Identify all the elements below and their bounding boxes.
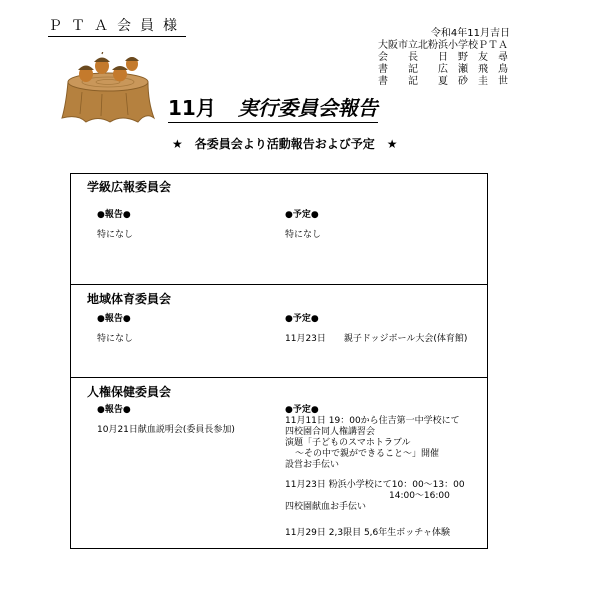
report-label: ●報告● xyxy=(97,405,131,415)
plan-column xyxy=(285,314,485,345)
committee-table xyxy=(70,173,488,549)
plan-item xyxy=(285,334,485,345)
star-icon: ★ xyxy=(386,137,398,151)
officer-line-2 xyxy=(378,64,508,76)
plan-label: ●予定● xyxy=(285,210,319,220)
plan-item: 四校園献血お手伝い xyxy=(285,502,367,512)
report-column xyxy=(97,405,277,436)
committee-row xyxy=(71,286,487,378)
report-item: 特になし xyxy=(97,334,134,344)
officer-name: 広 瀬 飛 鳥 xyxy=(438,64,508,75)
plan-item: 11月23日 粉浜小学校にて10：00～13：00 xyxy=(285,480,465,490)
section-subtitle xyxy=(160,136,410,152)
report-label: ●報告● xyxy=(97,314,131,324)
organization-name: 大阪市立北粉浜小学校ＰＴＡ xyxy=(378,40,508,51)
officer-role: 会 長 xyxy=(378,52,418,63)
report-title xyxy=(168,96,378,123)
subtitle-text: 各委員会より活動報告および予定 xyxy=(194,137,375,151)
issuer-block xyxy=(378,40,518,88)
officer-line-3 xyxy=(378,76,508,88)
report-column xyxy=(97,210,277,241)
tree-stump-with-acorns-icon xyxy=(58,52,158,127)
officer-name: 日 野 友 尋 xyxy=(438,52,508,63)
plan-item: 11月11日 19：00から住吉第一中学校にて xyxy=(285,416,460,426)
plan-text: 親子ドッジボール大会(体育館) xyxy=(343,334,468,344)
plan-column xyxy=(285,405,485,539)
officer-name: 夏 砂 圭 世 xyxy=(438,76,508,87)
committee-name: 地域体育委員会 xyxy=(87,292,172,306)
plan-item: 演題「子どものスマホトラブル xyxy=(285,438,411,448)
officer-role: 書 記 xyxy=(378,76,418,87)
report-title-text: 実行委員会報告 xyxy=(237,96,378,120)
committee-row xyxy=(71,174,487,285)
addressee: ＰＴＡ会員様 xyxy=(48,18,186,37)
report-month: 11月 xyxy=(168,96,216,120)
plan-column xyxy=(285,210,485,241)
plan-item: 設営お手伝い xyxy=(285,460,340,470)
committee-row xyxy=(71,379,487,549)
report-item: 特になし xyxy=(97,230,134,240)
officer-line-1 xyxy=(378,52,508,64)
plan-item: 14:00～16:00 xyxy=(389,491,450,501)
committee-name: 学級広報委員会 xyxy=(87,180,172,194)
plan-date: 11月23日 xyxy=(285,334,326,344)
plan-item: 四校園合同人権講習会 xyxy=(285,427,376,437)
plan-item: 特になし xyxy=(285,230,322,240)
plan-item: ～その中で親ができること～」開催 xyxy=(295,449,440,459)
plan-item: 11月29日 2,3限目 5,6年生ボッチャ体験 xyxy=(285,528,450,538)
committee-name: 人権保健委員会 xyxy=(87,385,172,399)
plan-label: ●予定● xyxy=(285,405,319,415)
issue-date: 令和4年11月吉日 xyxy=(430,28,510,39)
report-item: 10月21日献血説明会(委員長参加) xyxy=(97,425,235,435)
report-label: ●報告● xyxy=(97,210,131,220)
plan-label: ●予定● xyxy=(285,314,319,324)
officer-role: 書 記 xyxy=(378,64,418,75)
star-icon: ★ xyxy=(172,137,183,151)
report-column xyxy=(97,314,277,345)
